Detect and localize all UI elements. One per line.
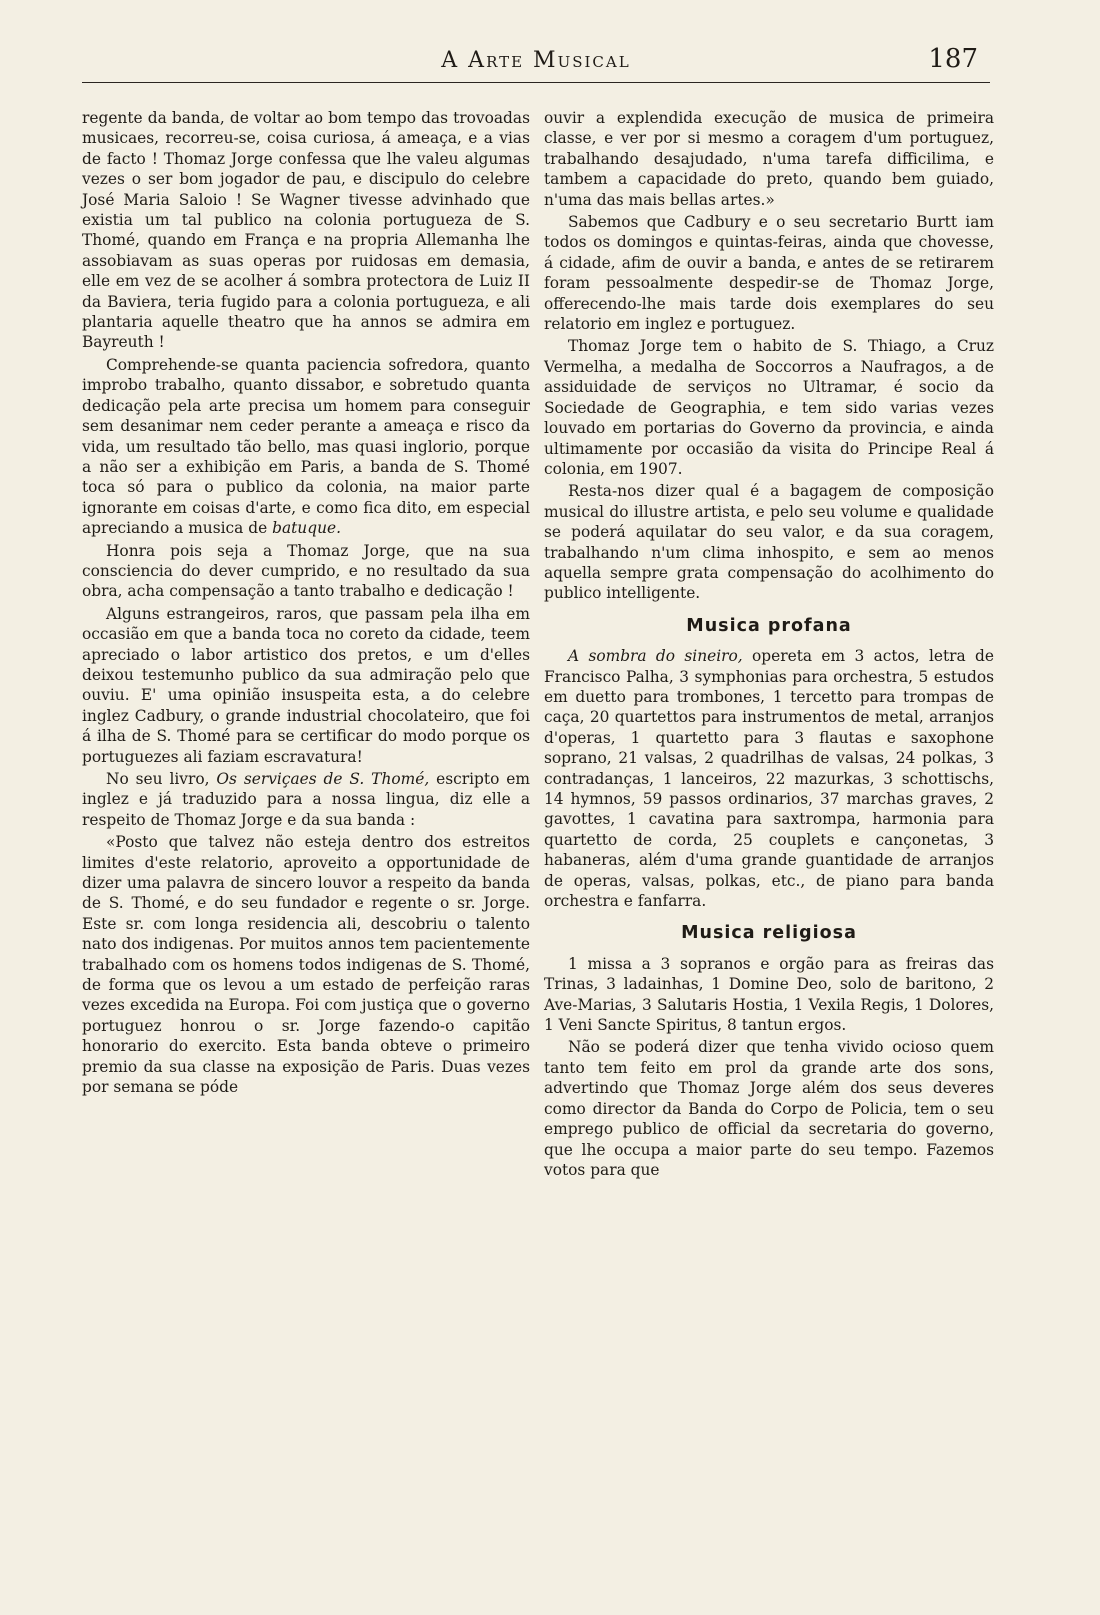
right-column	[544, 108, 994, 1182]
paragraph: ouvir a explendida execução de musica de primeira classe, e ver por si mesmo a coragem d'um portuguez, trabalhando desajudado, n'uma tarefa difficilima, e tambem a capacidade do preto, quando bem guiado, n'uma das mais bellas artes.»	[544, 109, 994, 209]
paragraph-text: Comprehende-se quanta paciencia sofredora, quanto improbo trabalho, quanto dissabor, e sobretudo quanta dedicação pela arte precisa um homem para conseguir sem desanimar nem ceder perante a ameaça e risco da vida, um resultado tão bello, mas quasi inglorio, porque a não ser a exhibição em Paris, a banda de S. Thomé toca só para o publico da colonia, na maior parte ignorante em coisas d'arte, e como fica dito, em especial apreciando a musica de	[82, 355, 530, 538]
section-heading-profana: Musica profana	[686, 615, 852, 636]
paragraph: Não se poderá dizer que tenha vivido ocioso quem tanto tem feito em prol da grande arte dos sons, advertindo que Thomaz Jorge além dos seus deveres como director da Banda do Corpo de Policia, tem o seu emprego publico de official da secretaria do governo, que lhe occupa a maior parte do seu tempo. Fazemos votos para que	[544, 1038, 994, 1179]
italic-word: batuque.	[272, 519, 341, 538]
paragraph: 1 missa a 3 sopranos e orgão para as freiras das Trinas, 3 ladainhas, 1 Domine Deo, solo de baritono, 2 Ave-Marias, 3 Salutaris Hostia, 1 Vexila Regis, 1 Dolores, 1 Veni Sancte Spiritus, 8 tantun ergos.	[544, 954, 994, 1035]
paragraph: Sabemos que Cadbury e o seu secretario Burtt iam todos os domingos e quintas-feiras, ainda que chovesse, á cidade, afim de ouvir a banda, e antes de se retirarem foram pessoalmente despedir-se de Thomaz Jorge, offerecendo-lhe mais tarde dois exemplares do seu relatorio em inglez e portuguez.	[544, 213, 994, 334]
page-number: 187	[928, 44, 978, 74]
paragraph: regente da banda, de voltar ao bom tempo das trovoadas musicaes, recorreu-se, coisa curiosa, á ameaça, e a vias de facto ! Thomaz Jorge confessa que lhe valeu algumas vezes o ser bom jogador de pau, e discipulo do celebre José Maria Saloio ! Se Wagner tivesse advinhado que existia um tal publico na colonia portugueza de S. Thomé, quando em França e na propria Allemanha lhe assobiavam as suas operas por ruidosas em demasia, elle em vez de se acolher á sombra protectora de Luiz II da Baviera, teria fugido para a colonia portugueza, e ali plantaria aquelle theatro que ha annos se admira em Bayreuth !	[82, 109, 530, 352]
paragraph	[544, 646, 994, 911]
section-heading-religiosa: Musica religiosa	[681, 923, 857, 944]
page-header	[82, 42, 990, 83]
left-column	[82, 108, 530, 1100]
paragraph: Honra pois seja a Thomaz Jorge, que na sua consciencia do dever cumprido, e no resultado da sua obra, acha compensação a tanto trabalho e dedicação !	[82, 541, 530, 601]
paragraph: Resta-nos dizer qual é a bagagem de composição musical do illustre artista, e pelo seu volume e qualidade se poderá aquilatar do seu valor, e da sua coragem, trabalhando n'um clima inhospito, e sem ao menos aquella sempre grata compensação do acolhimento do publico intelligente.	[544, 482, 994, 603]
paragraph-text: escripto em inglez e já traduzido para a nossa lingua, diz elle a respeito de Thomaz Jorge e da sua banda :	[82, 770, 530, 829]
paragraph-text: No seu livro,	[106, 770, 210, 788]
journal-title: A Arte Musical	[441, 48, 631, 73]
quotation: «Posto que talvez não esteja dentro dos estreitos limites d'este relatorio, aproveito a opportunidade de dizer uma palavra de sincero louvor a respeito da banda de S. Thomé, e do seu fundador e regente o sr. Jorge. Este sr. com longa residencia ali, descobriu o talento nato dos indigenas. Por muitos annos tem pacientemente trabalhado com os homens todos indigenas de S. Thomé, de forma que os levou a um estado de perfeição raras vezes excedida na Europa. Foi com justiça que o governo portuguez honrou o sr. Jorge fazendo-o capitão honorario do exercito. Esta banda obteve o primeiro premio da sua classe na exposição de Paris. Duas vezes por semana se póde	[82, 833, 530, 1097]
paragraph: Alguns estrangeiros, raros, que passam pela ilha em occasião em que a banda toca no coreto da cidade, teem apreciado o labor artistico dos pretos, e um d'elles deixou testemunho publico da sua admiração pelo que ouviu. E' uma opinião insuspeita esta, a do celebre inglez Cadbury, o grande industrial chocolateiro, que foi á ilha de S. Thomé para se certificar do modo porque os portuguezes ali faziam escravatura!	[82, 604, 530, 766]
book-title: Os serviçaes de S. Thomé,	[216, 770, 430, 788]
paragraph-text: opereta em 3 actos, letra de Francisco Palha, 3 symphonias para orchestra, 5 estudos em duetto para trombones, 1 tercetto para trompas de caça, 20 quartettos para instrumentos de metal, arranjos d'operas, 1 quartetto para 3 flautas e saxophone soprano, 21 valsas, 2 quadrilhas de valsas, 24 polkas, 3 contradanças, 1 lanceiros, 22 mazurkas, 3 schottischs, 14 hymnos, 59 passos ordinarios, 37 marchas graves, 2 gavottes, 1 cavatina para saxtrompa, harmonia para quartetto de corda, 25 couplets e cançonetas, 3 habaneras, além d'uma grande guantidade de arranjos de operas, valsas, polkas, etc., de piano para banda orchestra e fanfarra.	[544, 647, 994, 911]
paragraph	[82, 355, 530, 539]
paragraph: Thomaz Jorge tem o habito de S. Thiago, a Cruz Vermelha, a medalha de Soccorros a Naufragos, a de assiduidade de serviços no Ultramar, é socio da Sociedade de Geographia, e tem sido varias vezes louvado em portarias do Governo da provincia, e ainda ultimamente por occasião da visita do Principe Real á colonia, em 1907.	[544, 337, 994, 478]
paragraph	[82, 769, 530, 830]
work-title: A sombra do sineiro,	[568, 647, 743, 666]
